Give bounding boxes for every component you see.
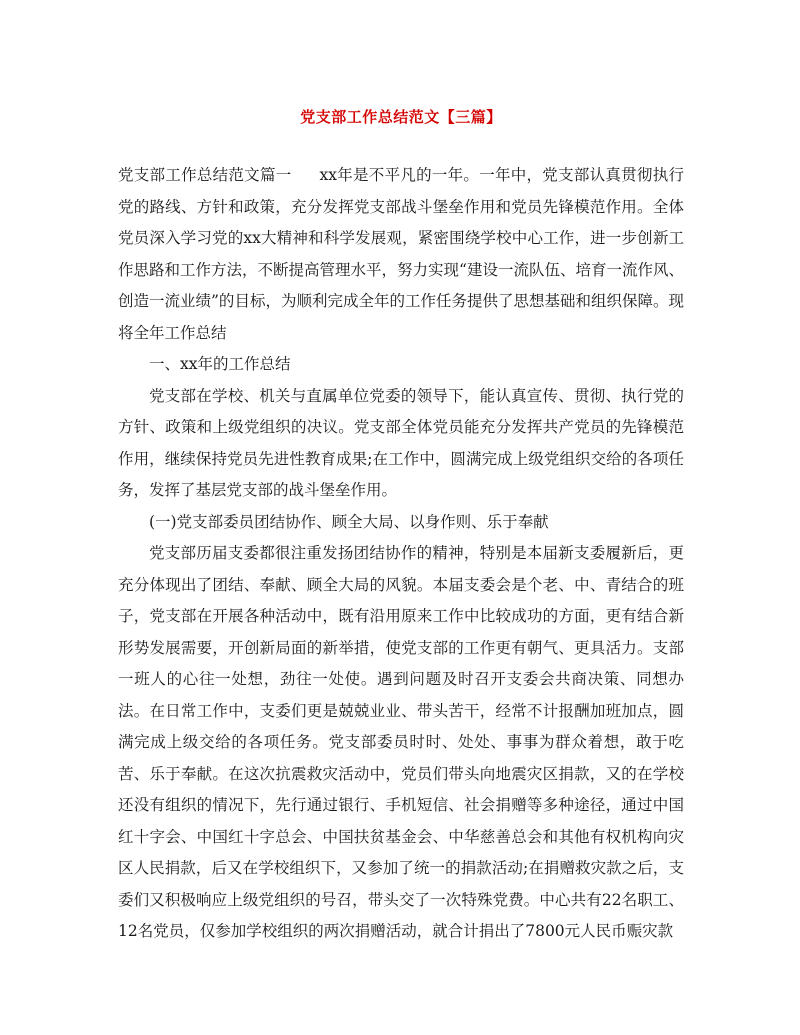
subsection-paragraph: 党支部历届支委都很注重发扬团结协作的精神，特别是本届新支委履新后，更充分体现出了团结、奉献、顾全大局的风貌。本届支委会是个老、中、青结合的班子，党支部在开展各种活动中，既有沿用原来工作中比较成功的方面，更有结合新形势发展需要，开创新局面的新举措，使党支部的工作更有朝气、更具活力。支部一班人的心往一处想，劲往一处使。遇到问题及时召开支委会共商决策、同想办法。在日常工作中，支委们更是兢兢业业、带头苦干，经常不计报酬加班加点，圆满完成上级交给的各项任务。党支部委员时时、处处、事事为群众着想，敢于吃苦、乐于奉献。在这次抗震救灾活动中，党员们带头向地震灾区捐款，又的在学校还没有组织的情况下，先行通过银行、手机短信、社会捐赠等多种途径，通过中国红十字会、中国红十字总会、中国扶贫基金会、中华慈善总会和其他有权机构向灾区人民捐款，后又在学校组织下，又参加了统一的捐款活动;在捐赠救灾款之后，支委们又积极响应上级党组织的号召，带头交了一次特殊党费。中心共有22名职工、12名党员，仅参加学校组织的两次捐赠活动，就合计捐出了7800元人民币赈灾款 <box>118 544 684 940</box>
document-body <box>118 160 684 948</box>
section-paragraph: 党支部在学校、机关与直属单位党委的领导下，能认真宣传、贯彻、执行党的方针、政策和上级党组织的决议。党支部全体党员能充分发挥共产党员的先锋模范作用，继续保持党员先进性教育成果;在工作中，圆满完成上级党组织交给的各项任务，发挥了基层党支部的战斗堡垒作用。 <box>118 386 684 499</box>
subsection-heading: (一)党支部委员团结协作、顾全大局、以身作则、乐于奉献 <box>149 512 549 531</box>
intro-label: 党支部工作总结范文篇一 <box>118 166 292 184</box>
section-heading: 一、xx年的工作总结 <box>149 355 291 373</box>
document-title: 党支部工作总结范文【三篇】 <box>300 108 502 126</box>
intro-text: xx年是不平凡的一年。一年中，党支部认真贯彻执行党的路线、方针和政策，充分发挥党支部战斗堡垒作用和党员先锋模范作用。全体党员深入学习党的xx大精神和科学发展观，紧密围绕学校中心工作，进一步创新工作思路和工作方法，不断提高管理水平，努力实现“建设一流队伍、培育一流作风、创造一流业绩”的目标，为顺利完成全年的工作任务提供了思想基础和组织保障。现将全年工作总结 <box>118 166 684 342</box>
intro-paragraph <box>118 160 684 349</box>
